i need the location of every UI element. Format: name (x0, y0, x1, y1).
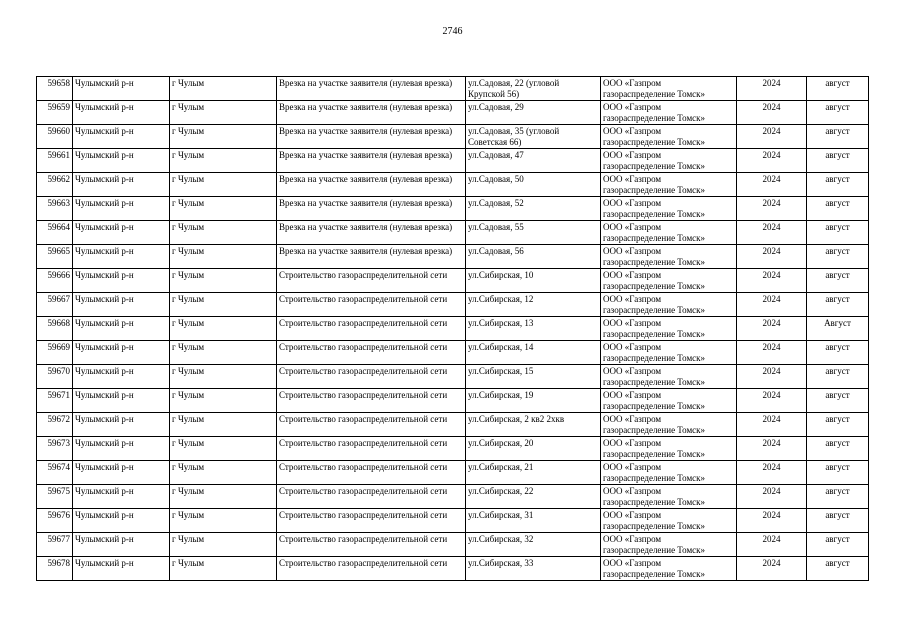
city-cell: г Чулым (170, 101, 277, 125)
district-cell: Чулымский р-н (73, 293, 170, 317)
row-id-cell: 59664 (37, 221, 73, 245)
month-cell: август (807, 461, 869, 485)
work-type-cell: Врезка на участке заявителя (нулевая врезка) (277, 173, 466, 197)
organization-cell: ООО «Газпром газораспределение Томск» (601, 77, 737, 101)
city-cell: г Чулым (170, 317, 277, 341)
row-id-cell: 59668 (37, 317, 73, 341)
address-cell: ул.Садовая, 47 (466, 149, 601, 173)
organization-cell: ООО «Газпром газораспределение Томск» (601, 221, 737, 245)
city-cell: г Чулым (170, 485, 277, 509)
district-cell: Чулымский р-н (73, 557, 170, 581)
district-cell: Чулымский р-н (73, 173, 170, 197)
address-cell: ул.Сибирская, 15 (466, 365, 601, 389)
address-cell: ул.Сибирская, 19 (466, 389, 601, 413)
month-cell: август (807, 197, 869, 221)
month-cell: август (807, 77, 869, 101)
organization-cell: ООО «Газпром газораспределение Томск» (601, 317, 737, 341)
month-cell: август (807, 389, 869, 413)
district-cell: Чулымский р-н (73, 389, 170, 413)
organization-cell: ООО «Газпром газораспределение Томск» (601, 485, 737, 509)
organization-cell: ООО «Газпром газораспределение Томск» (601, 293, 737, 317)
address-cell: ул.Сибирская, 13 (466, 317, 601, 341)
address-cell: ул.Садовая, 56 (466, 245, 601, 269)
month-cell: август (807, 269, 869, 293)
address-cell: ул.Сибирская, 12 (466, 293, 601, 317)
year-cell: 2024 (737, 149, 807, 173)
year-cell: 2024 (737, 317, 807, 341)
organization-cell: ООО «Газпром газораспределение Томск» (601, 245, 737, 269)
city-cell: г Чулым (170, 533, 277, 557)
year-cell: 2024 (737, 485, 807, 509)
district-cell: Чулымский р-н (73, 533, 170, 557)
row-id-cell: 59676 (37, 509, 73, 533)
row-id-cell: 59670 (37, 365, 73, 389)
month-cell: август (807, 149, 869, 173)
organization-cell: ООО «Газпром газораспределение Томск» (601, 101, 737, 125)
district-cell: Чулымский р-н (73, 341, 170, 365)
city-cell: г Чулым (170, 389, 277, 413)
month-cell: август (807, 557, 869, 581)
organization-cell: ООО «Газпром газораспределение Томск» (601, 557, 737, 581)
row-id-cell: 59663 (37, 197, 73, 221)
row-id-cell: 59662 (37, 173, 73, 197)
organization-cell: ООО «Газпром газораспределение Томск» (601, 173, 737, 197)
month-cell: август (807, 365, 869, 389)
row-id-cell: 59667 (37, 293, 73, 317)
year-cell: 2024 (737, 77, 807, 101)
table-row (37, 221, 869, 245)
city-cell: г Чулым (170, 509, 277, 533)
address-cell: ул.Сибирская, 10 (466, 269, 601, 293)
table-row (37, 293, 869, 317)
year-cell: 2024 (737, 341, 807, 365)
district-cell: Чулымский р-н (73, 197, 170, 221)
city-cell: г Чулым (170, 269, 277, 293)
work-type-cell: Строительство газораспределительной сети (277, 437, 466, 461)
page-number: 2746 (442, 26, 463, 37)
address-cell: ул.Сибирская, 32 (466, 533, 601, 557)
month-cell: август (807, 485, 869, 509)
work-type-cell: Врезка на участке заявителя (нулевая врезка) (277, 125, 466, 149)
work-type-cell: Строительство газораспределительной сети (277, 293, 466, 317)
district-cell: Чулымский р-н (73, 269, 170, 293)
year-cell: 2024 (737, 365, 807, 389)
city-cell: г Чулым (170, 293, 277, 317)
city-cell: г Чулым (170, 173, 277, 197)
year-cell: 2024 (737, 461, 807, 485)
work-type-cell: Строительство газораспределительной сети (277, 341, 466, 365)
district-cell: Чулымский р-н (73, 221, 170, 245)
organization-cell: ООО «Газпром газораспределение Томск» (601, 437, 737, 461)
work-type-cell: Врезка на участке заявителя (нулевая врезка) (277, 245, 466, 269)
month-cell: август (807, 173, 869, 197)
table-row (37, 245, 869, 269)
row-id-cell: 59674 (37, 461, 73, 485)
address-cell: ул.Сибирская, 21 (466, 461, 601, 485)
table-row (37, 485, 869, 509)
month-cell: август (807, 245, 869, 269)
month-cell: август (807, 413, 869, 437)
year-cell: 2024 (737, 437, 807, 461)
table-row (37, 149, 869, 173)
year-cell: 2024 (737, 101, 807, 125)
city-cell: г Чулым (170, 341, 277, 365)
district-cell: Чулымский р-н (73, 365, 170, 389)
table-row (37, 413, 869, 437)
organization-cell: ООО «Газпром газораспределение Томск» (601, 149, 737, 173)
district-cell: Чулымский р-н (73, 461, 170, 485)
year-cell: 2024 (737, 533, 807, 557)
table-row (37, 557, 869, 581)
month-cell: август (807, 221, 869, 245)
table-row (37, 509, 869, 533)
year-cell: 2024 (737, 293, 807, 317)
work-type-cell: Строительство газораспределительной сети (277, 269, 466, 293)
table-row (37, 437, 869, 461)
work-type-cell: Строительство газораспределительной сети (277, 485, 466, 509)
row-id-cell: 59660 (37, 125, 73, 149)
address-cell: ул.Садовая, 55 (466, 221, 601, 245)
month-cell: август (807, 533, 869, 557)
month-cell: август (807, 341, 869, 365)
year-cell: 2024 (737, 269, 807, 293)
organization-cell: ООО «Газпром газораспределение Томск» (601, 461, 737, 485)
year-cell: 2024 (737, 173, 807, 197)
organization-cell: ООО «Газпром газораспределение Томск» (601, 269, 737, 293)
district-cell: Чулымский р-н (73, 437, 170, 461)
organization-cell: ООО «Газпром газораспределение Томск» (601, 509, 737, 533)
table-row (37, 533, 869, 557)
address-cell: ул.Сибирская, 22 (466, 485, 601, 509)
address-cell: ул.Сибирская, 31 (466, 509, 601, 533)
month-cell: август (807, 101, 869, 125)
row-id-cell: 59671 (37, 389, 73, 413)
district-cell: Чулымский р-н (73, 77, 170, 101)
table-row (37, 101, 869, 125)
work-type-cell: Строительство газораспределительной сети (277, 413, 466, 437)
address-cell: ул.Садовая, 29 (466, 101, 601, 125)
organization-cell: ООО «Газпром газораспределение Томск» (601, 341, 737, 365)
table-row (37, 173, 869, 197)
city-cell: г Чулым (170, 413, 277, 437)
work-type-cell: Строительство газораспределительной сети (277, 317, 466, 341)
district-cell: Чулымский р-н (73, 125, 170, 149)
table-row (37, 197, 869, 221)
district-cell: Чулымский р-н (73, 245, 170, 269)
address-cell: ул.Садовая, 22 (угловой Крупской 56) (466, 77, 601, 101)
work-type-cell: Строительство газораспределительной сети (277, 557, 466, 581)
address-cell: ул.Сибирская, 14 (466, 341, 601, 365)
row-id-cell: 59669 (37, 341, 73, 365)
month-cell: август (807, 437, 869, 461)
row-id-cell: 59677 (37, 533, 73, 557)
city-cell: г Чулым (170, 197, 277, 221)
address-cell: ул.Сибирская, 2 кв2 2хкв (466, 413, 601, 437)
year-cell: 2024 (737, 557, 807, 581)
table-row (37, 269, 869, 293)
row-id-cell: 59672 (37, 413, 73, 437)
table-row (37, 341, 869, 365)
row-id-cell: 59665 (37, 245, 73, 269)
work-type-cell: Врезка на участке заявителя (нулевая врезка) (277, 221, 466, 245)
row-id-cell: 59659 (37, 101, 73, 125)
city-cell: г Чулым (170, 125, 277, 149)
year-cell: 2024 (737, 245, 807, 269)
work-type-cell: Строительство газораспределительной сети (277, 509, 466, 533)
row-id-cell: 59658 (37, 77, 73, 101)
row-id-cell: 59673 (37, 437, 73, 461)
table-row (37, 77, 869, 101)
city-cell: г Чулым (170, 557, 277, 581)
year-cell: 2024 (737, 125, 807, 149)
month-cell: август (807, 125, 869, 149)
table-body (37, 77, 869, 581)
gasification-schedule-table (36, 76, 869, 581)
year-cell: 2024 (737, 197, 807, 221)
work-type-cell: Строительство газораспределительной сети (277, 533, 466, 557)
row-id-cell: 59666 (37, 269, 73, 293)
row-id-cell: 59661 (37, 149, 73, 173)
year-cell: 2024 (737, 509, 807, 533)
work-type-cell: Строительство газораспределительной сети (277, 389, 466, 413)
month-cell: август (807, 293, 869, 317)
work-type-cell: Врезка на участке заявителя (нулевая врезка) (277, 101, 466, 125)
row-id-cell: 59675 (37, 485, 73, 509)
address-cell: ул.Сибирская, 33 (466, 557, 601, 581)
table-row (37, 389, 869, 413)
address-cell: ул.Садовая, 35 (угловой Советская 66) (466, 125, 601, 149)
work-type-cell: Врезка на участке заявителя (нулевая врезка) (277, 77, 466, 101)
organization-cell: ООО «Газпром газораспределение Томск» (601, 365, 737, 389)
district-cell: Чулымский р-н (73, 101, 170, 125)
district-cell: Чулымский р-н (73, 413, 170, 437)
work-type-cell: Врезка на участке заявителя (нулевая врезка) (277, 197, 466, 221)
organization-cell: ООО «Газпром газораспределение Томск» (601, 533, 737, 557)
city-cell: г Чулым (170, 77, 277, 101)
district-cell: Чулымский р-н (73, 149, 170, 173)
month-cell: Август (807, 317, 869, 341)
city-cell: г Чулым (170, 461, 277, 485)
year-cell: 2024 (737, 413, 807, 437)
organization-cell: ООО «Газпром газораспределение Томск» (601, 125, 737, 149)
year-cell: 2024 (737, 221, 807, 245)
work-type-cell: Строительство газораспределительной сети (277, 365, 466, 389)
district-cell: Чулымский р-н (73, 317, 170, 341)
city-cell: г Чулым (170, 437, 277, 461)
work-type-cell: Строительство газораспределительной сети (277, 461, 466, 485)
table-row (37, 317, 869, 341)
row-id-cell: 59678 (37, 557, 73, 581)
district-cell: Чулымский р-н (73, 509, 170, 533)
month-cell: август (807, 509, 869, 533)
work-type-cell: Врезка на участке заявителя (нулевая врезка) (277, 149, 466, 173)
table-row (37, 365, 869, 389)
table-row (37, 125, 869, 149)
district-cell: Чулымский р-н (73, 485, 170, 509)
year-cell: 2024 (737, 389, 807, 413)
city-cell: г Чулым (170, 149, 277, 173)
address-cell: ул.Садовая, 50 (466, 173, 601, 197)
city-cell: г Чулым (170, 365, 277, 389)
city-cell: г Чулым (170, 245, 277, 269)
organization-cell: ООО «Газпром газораспределение Томск» (601, 413, 737, 437)
address-cell: ул.Сибирская, 20 (466, 437, 601, 461)
organization-cell: ООО «Газпром газораспределение Томск» (601, 197, 737, 221)
table-row (37, 461, 869, 485)
organization-cell: ООО «Газпром газораспределение Томск» (601, 389, 737, 413)
city-cell: г Чулым (170, 221, 277, 245)
address-cell: ул.Садовая, 52 (466, 197, 601, 221)
